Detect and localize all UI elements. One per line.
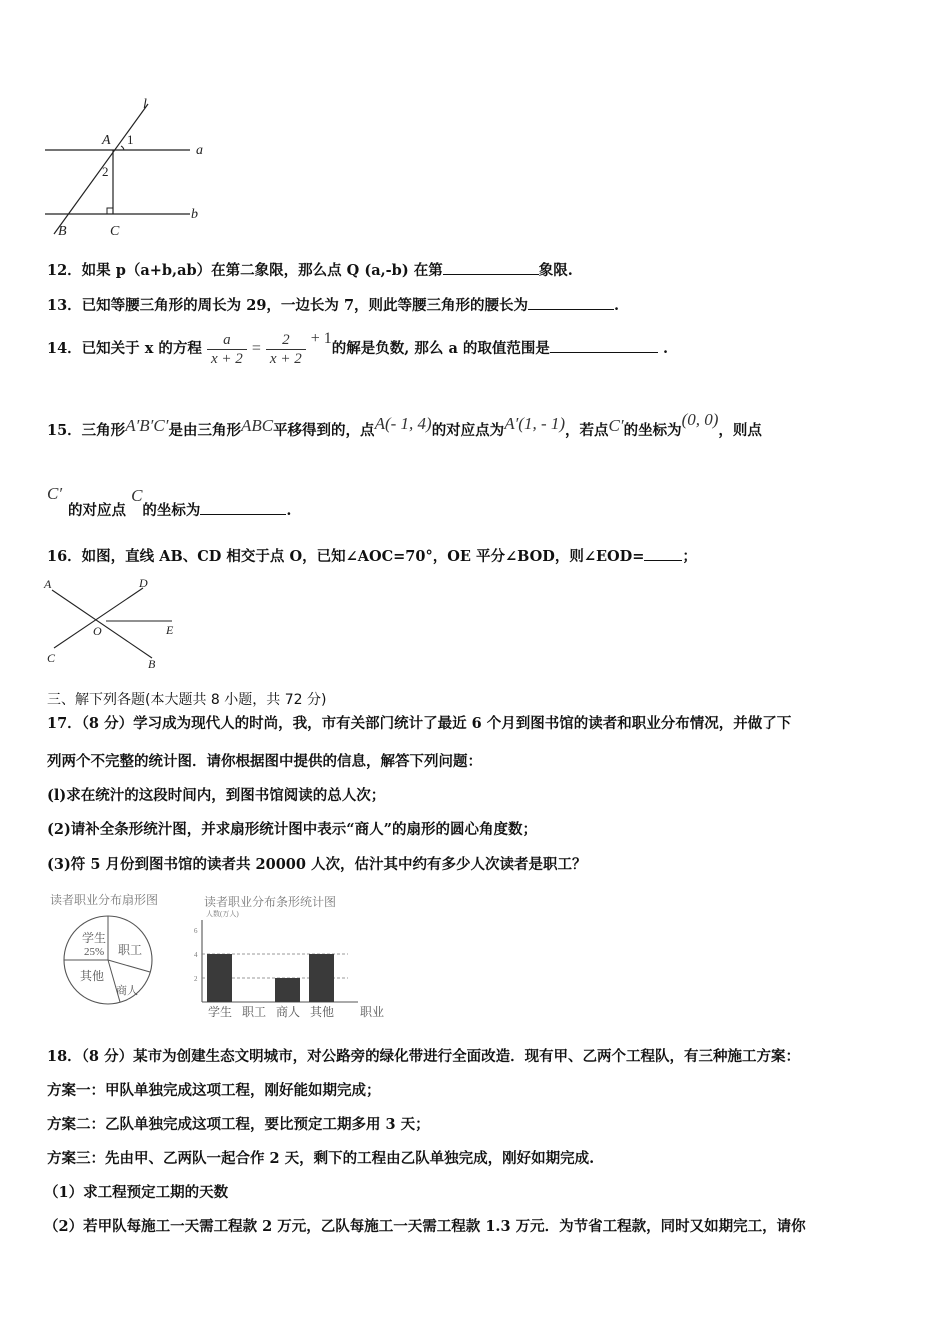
question-13 bbox=[47, 295, 619, 316]
q15-m1: A′B′C′ bbox=[125, 416, 169, 435]
section-3-heading bbox=[47, 690, 326, 710]
q14-text-b: 的解是负数, 那么 a 的取值范围是 bbox=[331, 340, 550, 357]
pie-label-merchant: 商人 bbox=[116, 985, 138, 997]
bar-0 bbox=[207, 954, 232, 1002]
q18-line-4: 方案三：先由甲、乙两队一起合作 2 天，剩下的工程由乙队单独完成，刚好如期完成. bbox=[47, 1150, 595, 1167]
pie-label-student: 学生 bbox=[82, 931, 107, 945]
pie-divider-3 bbox=[108, 960, 150, 972]
q16-tail: ； bbox=[682, 548, 697, 565]
q17-line-5: (3)符 5 月份到图书馆的读者共 20000 人次，估汁其中约有多少人次读者是职工？ bbox=[47, 856, 587, 873]
q15-m2: ABC bbox=[240, 416, 274, 435]
angle-1-arc bbox=[121, 146, 124, 150]
label-A: A bbox=[102, 133, 111, 148]
x-tick-label: 商人 bbox=[276, 1005, 301, 1019]
label-E: E bbox=[166, 623, 174, 637]
right-angle-mark bbox=[107, 208, 113, 214]
q14-den2: x + 2 bbox=[269, 350, 302, 367]
line-AB bbox=[52, 590, 152, 658]
q15-m8: C bbox=[131, 486, 143, 505]
bar-chart bbox=[188, 890, 398, 1022]
bar-2 bbox=[275, 978, 300, 1002]
q15-m7: C′ bbox=[47, 484, 63, 503]
label-B: B bbox=[58, 224, 67, 239]
q15-m6: (0, 0) bbox=[681, 410, 719, 429]
x-tick-label: 其他 bbox=[310, 1005, 335, 1019]
question-12 bbox=[47, 260, 573, 281]
bar-3 bbox=[309, 954, 334, 1002]
q17-line-4: (2)请补全条形统汁图，并求扇形统计图中表示“商人”的扇形的圆心角度数； bbox=[47, 821, 537, 838]
question-15-cont bbox=[68, 486, 292, 521]
q14-text-c: . bbox=[662, 340, 669, 357]
q14-den1: x + 2 bbox=[210, 350, 243, 367]
q15-t6: 的坐标为 bbox=[623, 422, 682, 439]
bar-chart-xlabel: 职业 bbox=[360, 1005, 385, 1019]
q14-num2: 2 bbox=[266, 331, 306, 350]
pie-label-other: 其他 bbox=[80, 969, 105, 983]
line-CD bbox=[54, 588, 143, 648]
q13-text-b: . bbox=[614, 297, 620, 314]
q18-line-6: （2）若甲队每施工一天需工程款 2 万元，乙队每施工一天需工程款 1.3 万元．为节省工程款，同时又如期完工，请你 bbox=[44, 1218, 806, 1235]
q15-m3: A(- 1, 4) bbox=[374, 414, 432, 433]
q14-equals: = bbox=[251, 340, 261, 357]
pie-label-worker: 职工 bbox=[118, 943, 143, 957]
q15-t8: 的对应点 bbox=[68, 502, 126, 519]
q15-t3: 平移得到的，点 bbox=[273, 422, 375, 439]
label-1: 1 bbox=[127, 132, 134, 147]
y-tick-label: 4 bbox=[194, 951, 198, 959]
q18-line-2: 方案一：甲队单独完成这项工程，刚好能如期完成； bbox=[47, 1082, 381, 1099]
y-tick-label: 6 bbox=[194, 927, 198, 935]
q17-line-3: (l)求在统汁的这段时间内，到图书馆阅读的总人次； bbox=[47, 787, 386, 804]
q15-t4: 的对应点为 bbox=[431, 422, 505, 439]
pie-title: 读者职业分布扇形图 bbox=[50, 893, 159, 907]
section-3-text: 三、解下列各题(本大题共 8 小题，共 72 分) bbox=[47, 692, 327, 708]
bar-chart-ylabel: 人数(万人) bbox=[206, 910, 239, 918]
q17-line-2: 列两个不完整的统计图．请你根据图中提供的信息，解答下列问题： bbox=[47, 753, 482, 770]
question-14 bbox=[47, 330, 668, 368]
x-tick-label: 职工 bbox=[242, 1005, 267, 1019]
label-a: a bbox=[196, 143, 203, 158]
q14-fraction-right bbox=[266, 331, 306, 368]
q14-answer-blank[interactable] bbox=[550, 338, 658, 353]
q13-answer-blank[interactable] bbox=[528, 295, 614, 310]
question-16 bbox=[47, 546, 697, 567]
label-l: l bbox=[143, 97, 147, 112]
q15-t9: 的坐标为 bbox=[142, 502, 201, 519]
q15-t7: ，则点 bbox=[718, 422, 762, 439]
q14-fraction-left bbox=[207, 331, 247, 368]
q16-answer-blank[interactable] bbox=[644, 546, 682, 561]
q15-t10: . bbox=[286, 502, 292, 519]
q13-text-a: 13．已知等腰三角形的周长为 29，一边长为 7，则此等腰三角形的腰长为 bbox=[47, 297, 529, 314]
label-b: b bbox=[191, 207, 198, 222]
q18-line-5: （1）求工程预定工期的天数 bbox=[44, 1184, 229, 1201]
q15-answer-blank[interactable] bbox=[200, 500, 286, 515]
q15-t5: ，若点 bbox=[565, 422, 609, 439]
label-2: 2 bbox=[102, 164, 109, 179]
q12-text-b: 象限. bbox=[538, 262, 573, 279]
parallel-lines-figure bbox=[40, 96, 220, 241]
pie-label-student-pct: 25% bbox=[84, 946, 105, 958]
x-tick-label: 学生 bbox=[208, 1005, 233, 1019]
label-B: B bbox=[148, 657, 156, 671]
q16-text: 16．如图，直线 AB、CD 相交于点 O，已知∠AOC=70°，OE 平分∠BOD，则∠EOD= bbox=[47, 548, 645, 565]
label-C: C bbox=[47, 651, 56, 665]
question-15 bbox=[47, 410, 762, 441]
q18-line-1: 18．（8 分）某市为创建生态文明城市，对公路旁的绿化带进行全面改造．现有甲、乙两个工程队，有三种施工方案： bbox=[47, 1048, 801, 1065]
q15-m5: C′ bbox=[608, 416, 624, 435]
q14-text-a: 14．已知关于 x 的方程 bbox=[47, 340, 202, 357]
q15-m4: A′(1, - 1) bbox=[504, 414, 566, 433]
y-tick-label: 2 bbox=[194, 975, 198, 983]
label-A: A bbox=[44, 577, 52, 591]
intersecting-lines-figure bbox=[40, 574, 190, 674]
q14-num1: a bbox=[207, 331, 247, 350]
q12-text-a: 12．如果 p（a+b,ab）在第二象限，那么点 Q (a,-b) 在第 bbox=[47, 262, 443, 279]
label-O: O bbox=[93, 624, 102, 638]
q15-t1: 15．三角形 bbox=[47, 422, 126, 439]
q14-plus-one: + 1 bbox=[310, 330, 332, 347]
label-D: D bbox=[139, 576, 148, 590]
q17-line-1: 17．（8 分）学习成为现代人的时尚，我，市有关部门统计了最近 6 个月到图书馆的读者和职业分布情况，并做了下 bbox=[47, 715, 792, 732]
q18-line-3: 方案二：乙队单独完成这项工程，要比预定工期多用 3 天； bbox=[47, 1116, 430, 1133]
q15-t2: 是由三角形 bbox=[168, 422, 241, 439]
label-C: C bbox=[110, 224, 120, 239]
bar-chart-title: 读者职业分布条形统计图 bbox=[204, 895, 337, 909]
q12-answer-blank[interactable] bbox=[443, 260, 539, 275]
pie-chart bbox=[44, 886, 194, 1016]
